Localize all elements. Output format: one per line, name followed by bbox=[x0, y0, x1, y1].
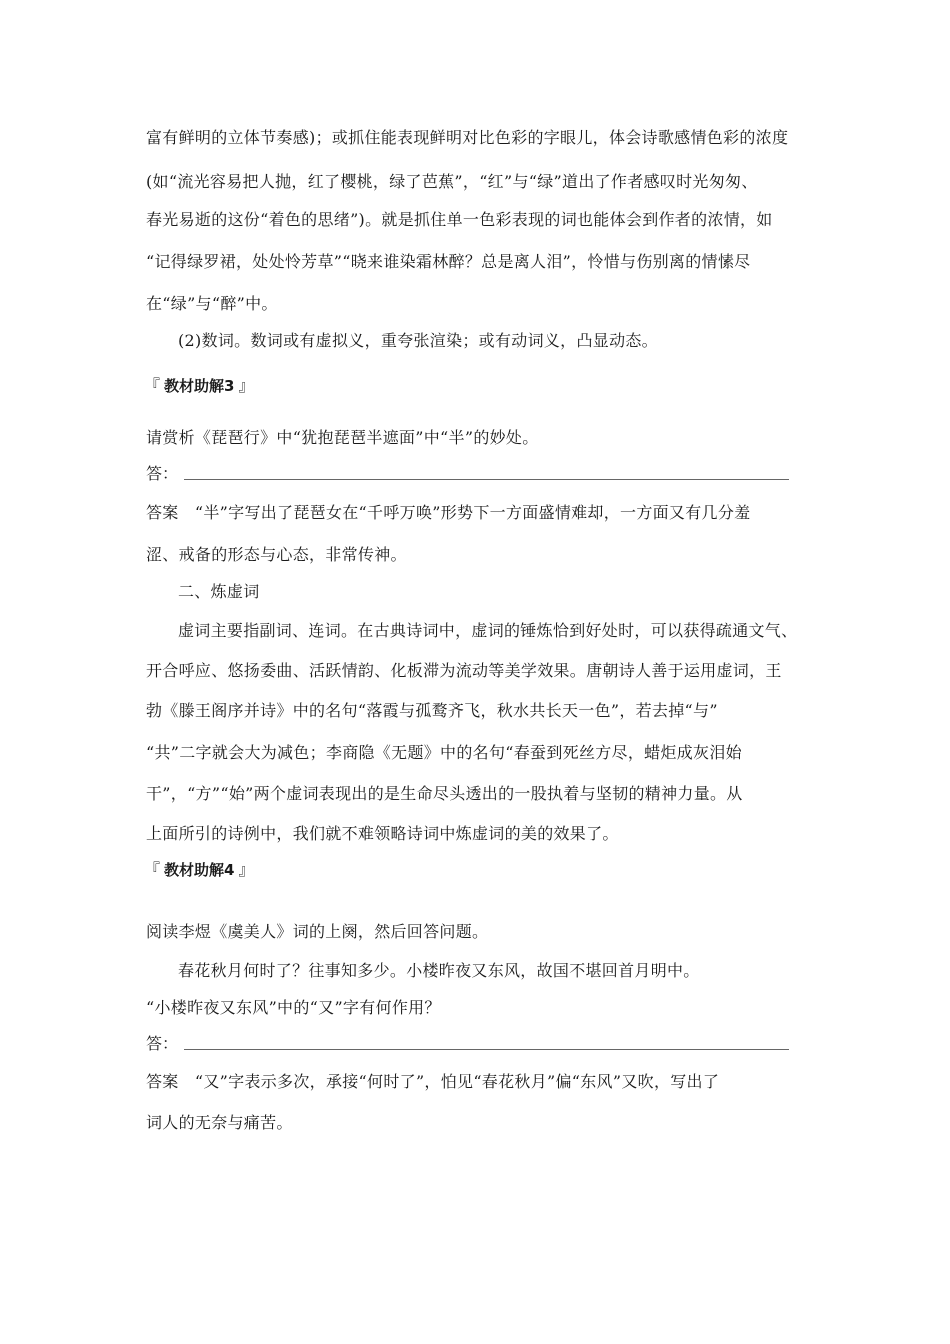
paragraph-line: 虚词主要指副词、连词。在古典诗词中，虚词的锤炼恰到好处时，可以获得疏通文气、 bbox=[178, 621, 798, 640]
badge-label: 教材助解3 bbox=[164, 377, 235, 395]
paragraph-line: 富有鲜明的立体节奏感)；或抓住能表现鲜明对比色彩的字眼儿，体会诗歌感情色彩的浓度 bbox=[146, 128, 789, 147]
poem-text: 春花秋月何时了？往事知多少。小楼昨夜又东风，故国不堪回首月明中。 bbox=[178, 961, 700, 980]
numeral-note: (2)数词。数词或有虚拟义，重夸张渲染；或有动词义，凸显动态。 bbox=[178, 331, 658, 350]
reading-intro: 阅读李煜《虞美人》词的上阕，然后回答问题。 bbox=[146, 922, 489, 941]
answer-rule bbox=[184, 479, 789, 480]
paragraph-line: 上面所引的诗例中，我们就不难领略诗词中炼虚词的美的效果了。 bbox=[146, 824, 619, 843]
answer-text: 答案 “半”字写出了琵琶女在“千呼万唤”形势下一方面盛情难却，一方面又有几分羞 bbox=[146, 503, 751, 522]
answer-text: 涩、戒备的形态与心态，非常传神。 bbox=[146, 545, 407, 564]
answer-text: 答案 “又”字表示多次，承接“何时了”，怕见“春花秋月”偏“东风”又吹，写出了 bbox=[146, 1072, 720, 1091]
question-text: 请赏析《琵琶行》中“犹抱琵琶半遮面”中“半”的妙处。 bbox=[146, 428, 539, 447]
answer-label: 答： bbox=[146, 464, 179, 483]
answer-field bbox=[146, 464, 789, 484]
bracket-close: 』 bbox=[238, 376, 255, 395]
answer-text: 词人的无奈与痛苦。 bbox=[146, 1113, 293, 1132]
paragraph-line: 勃《滕王阁序并诗》中的名句“落霞与孤鹜齐飞，秋水共长天一色”，若去掉“与” bbox=[146, 701, 718, 720]
section-badge-3 bbox=[144, 376, 254, 396]
answer-field bbox=[146, 1034, 789, 1054]
bracket-close: 』 bbox=[238, 860, 255, 879]
paragraph-line: “共”二字就会大为减色；李商隐《无题》中的名句“春蚕到死丝方尽，蜡炬成灰泪始 bbox=[146, 743, 742, 762]
bracket-open: 『 bbox=[144, 376, 161, 395]
badge-label: 教材助解4 bbox=[164, 861, 235, 879]
paragraph-line: “记得绿罗裙，处处怜芳草”“晓来谁染霜林醉？总是离人泪”，怜惜与伤别离的情愫尽 bbox=[146, 252, 751, 271]
paragraph-line: 干”，“方”“始”两个虚词表现出的是生命尽头透出的一股执着与坚韧的精神力量。从 bbox=[146, 784, 743, 803]
paragraph-line: 春光易逝的这份“着色的思绪”)。就是抓住单一色彩表现的词也能体会到作者的浓情，如 bbox=[146, 210, 773, 229]
paragraph-line: (如“流光容易把人抛，红了樱桃，绿了芭蕉”，“红”与“绿”道出了作者感叹时光匆匆、 bbox=[146, 172, 758, 191]
question-text: “小楼昨夜又东风”中的“又”字有何作用？ bbox=[146, 998, 441, 1017]
paragraph-line: 在“绿”与“醉”中。 bbox=[146, 294, 278, 313]
section-heading: 二、炼虚词 bbox=[178, 582, 260, 601]
bracket-open: 『 bbox=[144, 860, 161, 879]
answer-label: 答： bbox=[146, 1034, 179, 1053]
paragraph-line: 开合呼应、悠扬委曲、活跃情韵、化板滞为流动等美学效果。唐朝诗人善于运用虚词，王 bbox=[146, 661, 782, 680]
answer-rule bbox=[184, 1049, 789, 1050]
section-badge-4 bbox=[144, 860, 254, 880]
